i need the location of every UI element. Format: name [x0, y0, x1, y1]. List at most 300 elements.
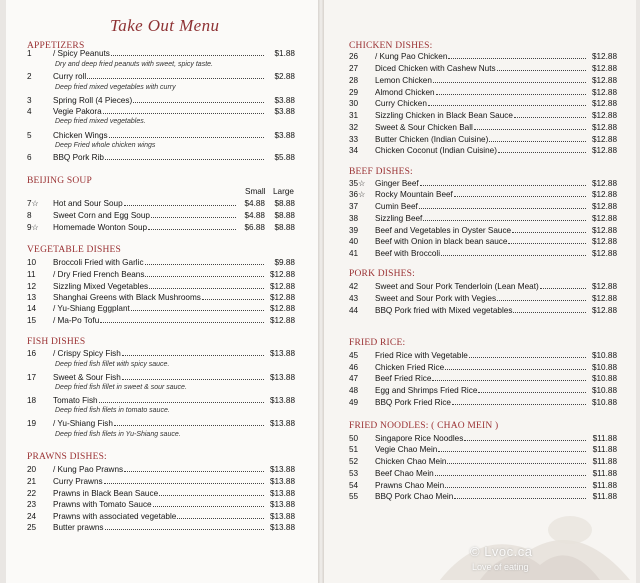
leader-dots — [420, 184, 586, 186]
item-price: $12.88 — [591, 202, 617, 211]
item-name: Beef and Vegetables in Oyster Sauce — [375, 226, 512, 235]
leader-dots — [99, 401, 264, 403]
item-number: 15 — [27, 316, 37, 325]
item-description: Deep fried fish fillet with spicy sauce. — [55, 361, 170, 368]
item-number: 40 — [349, 237, 359, 246]
item-number: 24 — [27, 512, 37, 521]
menu-item-row — [349, 98, 617, 109]
item-name: Beef with Onion in black bean sauce — [375, 237, 508, 246]
leader-dots — [105, 158, 264, 160]
leader-dots — [87, 77, 264, 79]
leader-dots — [452, 403, 586, 405]
menu-item-row — [27, 198, 295, 209]
item-name: Butter prawns — [53, 523, 104, 532]
menu-item-row — [27, 130, 295, 141]
menu-item-row — [349, 362, 617, 373]
item-description: Deep Fried whole chicken wings — [55, 142, 156, 149]
item-number: 22 — [27, 489, 37, 498]
menu-item-row — [27, 95, 295, 106]
item-price: $5.88 — [274, 153, 295, 162]
leader-dots — [441, 254, 586, 256]
leader-dots — [149, 287, 264, 289]
item-description: Deep fried mixed vegetables. — [55, 118, 146, 125]
item-number: 3 — [27, 96, 32, 105]
item-price-small: $6.88 — [244, 223, 265, 232]
leader-dots — [177, 517, 264, 519]
leader-dots — [512, 231, 586, 233]
item-number: 9☆ — [27, 223, 39, 232]
item-number: 2 — [27, 72, 32, 81]
menu-item-row — [27, 315, 295, 326]
menu-item-row — [27, 488, 295, 499]
leader-dots — [202, 298, 264, 300]
item-number: 10 — [27, 258, 37, 267]
item-name: Vegie Chao Mein — [375, 445, 438, 454]
item-price: $3.88 — [274, 131, 295, 140]
item-name: BBQ Pork Fried Rice — [375, 398, 451, 407]
item-price: $13.88 — [269, 419, 295, 428]
leader-dots — [447, 462, 586, 464]
item-name: Homemade Wonton Soup — [53, 223, 148, 232]
leader-dots — [513, 311, 586, 313]
item-price: $3.88 — [274, 96, 295, 105]
item-price: $13.88 — [269, 373, 295, 382]
leader-dots — [114, 424, 264, 426]
item-number: 37 — [349, 202, 359, 211]
item-number: 7☆ — [27, 199, 39, 208]
item-name: Chicken Chao Mein — [375, 457, 447, 466]
leader-dots — [122, 378, 264, 380]
section-heading: PORK DISHES: — [349, 269, 416, 279]
item-number: 47 — [349, 374, 359, 383]
item-price: $3.88 — [274, 107, 295, 116]
leader-dots — [100, 321, 264, 323]
item-number: 43 — [349, 294, 359, 303]
item-price: $13.88 — [269, 396, 295, 405]
item-price: $12.88 — [591, 76, 617, 85]
section-heading: FRIED NOODLES: ( CHAO MEIN ) — [349, 421, 499, 431]
item-number: 34 — [349, 146, 359, 155]
item-number: 45 — [349, 351, 359, 360]
item-number: 46 — [349, 363, 359, 372]
leader-dots — [433, 81, 586, 83]
item-price-large: $8.88 — [274, 211, 295, 220]
item-price-small: $4.88 — [244, 199, 265, 208]
item-price: $11.88 — [592, 434, 617, 443]
menu-item-row — [349, 225, 617, 236]
menu-item-row — [27, 281, 295, 292]
item-name: Prawns with Tomato Sauce — [53, 500, 152, 509]
leader-dots — [478, 391, 586, 393]
leader-dots — [124, 204, 236, 206]
item-price: $12.88 — [591, 226, 617, 235]
section-heading: FISH DISHES — [27, 337, 86, 347]
item-number: 55 — [349, 492, 359, 501]
item-price: $13.88 — [269, 512, 295, 521]
item-number: 51 — [349, 445, 359, 454]
section-heading: APPETIZERS — [27, 41, 85, 51]
item-price: $10.88 — [591, 374, 617, 383]
leader-dots — [153, 505, 264, 507]
item-number: 6 — [27, 153, 32, 162]
leader-dots — [469, 356, 586, 358]
item-price: $11.88 — [592, 445, 617, 454]
leader-dots — [105, 528, 264, 530]
menu-item-row — [349, 110, 617, 121]
menu-item-row — [27, 464, 295, 475]
leader-dots — [419, 207, 586, 209]
item-number: 16 — [27, 349, 37, 358]
item-name: Sweet & Sour Fish — [53, 373, 121, 382]
item-price: $11.88 — [592, 469, 617, 478]
menu-item-row — [27, 269, 295, 280]
leader-dots — [514, 116, 586, 118]
item-price: $13.88 — [269, 500, 295, 509]
item-name: Almond Chicken — [375, 88, 435, 97]
menu-item-row — [349, 87, 617, 98]
item-name: / Spicy Peanuts — [53, 49, 110, 58]
leader-dots — [435, 474, 586, 476]
menu-item-row — [349, 480, 617, 491]
item-price: $13.88 — [269, 489, 295, 498]
menu-item-row — [349, 456, 617, 467]
item-name: Hot and Sour Soup — [53, 199, 123, 208]
menu-item-row — [27, 292, 295, 303]
item-name: / Kung Pao Chicken — [375, 52, 448, 61]
item-description: Deep fried fish filets in tomato sauce. — [55, 407, 170, 414]
item-number: 1 — [27, 49, 32, 58]
leader-dots — [145, 275, 264, 277]
item-price: $11.88 — [592, 492, 617, 501]
item-number: 27 — [349, 64, 359, 73]
item-number: 29 — [349, 88, 359, 97]
item-name: Sizzling Mixed Vegetables — [53, 282, 149, 291]
leader-dots — [133, 101, 264, 103]
item-price: $12.88 — [591, 123, 617, 132]
watermark-site: © Lvoc.ca — [470, 544, 533, 559]
item-name: Rocky Mountain Beef — [375, 190, 453, 199]
leader-dots — [111, 54, 264, 56]
menu-item-row — [349, 134, 617, 145]
item-name: Sweet and Sour Pork Tenderloin (Lean Meat) — [375, 282, 539, 291]
menu-item-row — [349, 248, 617, 259]
item-name: / Dry Fried French Beans — [53, 270, 145, 279]
item-price: $12.88 — [269, 282, 295, 291]
column-header-large: Large — [273, 187, 294, 196]
item-price: $12.88 — [269, 316, 295, 325]
menu-item-row — [27, 48, 295, 59]
item-name: Chicken Wings — [53, 131, 108, 140]
item-number: 42 — [349, 282, 359, 291]
item-name: Butter Chicken (Indian Cuisine) — [375, 135, 489, 144]
item-number: 14 — [27, 304, 37, 313]
item-name: Chicken Fried Rice — [375, 363, 445, 372]
item-price: $12.88 — [269, 270, 295, 279]
item-number: 52 — [349, 457, 359, 466]
menu-item-row — [349, 350, 617, 361]
menu-item-row — [27, 395, 295, 406]
menu-item-row — [349, 397, 617, 408]
item-number: 25 — [27, 523, 37, 532]
menu-item-row — [349, 75, 617, 86]
item-number: 53 — [349, 469, 359, 478]
menu-item-row — [349, 213, 617, 224]
item-price-large: $8.88 — [274, 223, 295, 232]
item-name: Curry roll — [53, 72, 87, 81]
item-number: 5 — [27, 131, 32, 140]
item-price: $12.88 — [591, 111, 617, 120]
menu-item-row — [27, 372, 295, 383]
menu-item-row — [349, 145, 617, 156]
item-name: Lemon Chicken — [375, 76, 432, 85]
item-name: / Yu-Shiang Fish — [53, 419, 113, 428]
menu-item-row — [27, 152, 295, 163]
item-price: $12.88 — [591, 306, 617, 315]
menu-item-row — [349, 63, 617, 74]
item-name: Beef Fried Rice — [375, 374, 432, 383]
item-price: $11.88 — [592, 481, 617, 490]
item-name: Sweet and Sour Pork with Vegies — [375, 294, 497, 303]
item-price: $13.88 — [269, 465, 295, 474]
menu-item-row — [349, 491, 617, 502]
item-name: BBQ Pork Chao Mein — [375, 492, 454, 501]
item-number: 13 — [27, 293, 37, 302]
menu-item-row — [27, 303, 295, 314]
item-price: $10.88 — [591, 363, 617, 372]
menu-item-row — [349, 281, 617, 292]
item-number: 38 — [349, 214, 359, 223]
item-number: 31 — [349, 111, 359, 120]
menu-item-row — [349, 468, 617, 479]
item-name: Tomato Fish — [53, 396, 98, 405]
item-name: Curry Chicken — [375, 99, 427, 108]
leader-dots — [454, 195, 586, 197]
leader-dots — [497, 299, 586, 301]
section-heading: FRIED RICE: — [349, 338, 406, 348]
item-number: 44 — [349, 306, 359, 315]
item-description: Dry and deep fried peanuts with sweet, spicy taste. — [55, 61, 213, 68]
item-price: $12.88 — [591, 146, 617, 155]
leader-dots — [438, 450, 586, 452]
item-number: 54 — [349, 481, 359, 490]
item-number: 49 — [349, 398, 359, 407]
item-price: $12.88 — [591, 88, 617, 97]
item-name: Vegie Pakora — [53, 107, 102, 116]
item-name: Sizzling Beef — [375, 214, 423, 223]
menu-item-row — [349, 305, 617, 316]
leader-dots — [436, 93, 586, 95]
menu-item-row — [27, 210, 295, 221]
menu-item-row — [27, 257, 295, 268]
section-heading: CHICKEN DISHES: — [349, 41, 433, 51]
leader-dots — [508, 242, 586, 244]
item-name: Sweet Corn and Egg Soup — [53, 211, 150, 220]
item-name: Diced Chicken with Cashew Nuts — [375, 64, 496, 73]
item-number: 21 — [27, 477, 37, 486]
item-name: Shanghai Greens with Black Mushrooms — [53, 293, 201, 302]
leader-dots — [104, 482, 264, 484]
menu-item-row — [349, 122, 617, 133]
item-number: 20 — [27, 465, 37, 474]
item-name: / Kung Pao Prawns — [53, 465, 124, 474]
item-price: $13.88 — [269, 523, 295, 532]
item-name: Chicken Coconut (Indian Cuisine) — [375, 146, 497, 155]
menu-item-row — [349, 385, 617, 396]
item-price: $12.88 — [591, 52, 617, 61]
item-description: Deep fried fish filets in Yu-Shiang sauce. — [55, 431, 181, 438]
item-number: 4 — [27, 107, 32, 116]
item-price: $12.88 — [591, 237, 617, 246]
item-price: $12.88 — [591, 135, 617, 144]
item-number: 23 — [27, 500, 37, 509]
item-price: $2.88 — [274, 72, 295, 81]
leader-dots — [423, 219, 586, 221]
leader-dots — [464, 439, 586, 441]
item-number: 28 — [349, 76, 359, 85]
item-name: Cumin Beef — [375, 202, 418, 211]
item-number: 33 — [349, 135, 359, 144]
item-price: $12.88 — [591, 282, 617, 291]
menu-item-row — [349, 373, 617, 384]
section-heading: BEEF DISHES: — [349, 167, 413, 177]
leader-dots — [428, 104, 586, 106]
leader-dots — [454, 497, 586, 499]
item-number: 30 — [349, 99, 359, 108]
item-name: Beef Chao Mein — [375, 469, 434, 478]
section-heading: VEGETABLE DISHES — [27, 245, 122, 255]
leader-dots — [145, 263, 264, 265]
menu-item-row — [27, 418, 295, 429]
menu-item-row — [27, 476, 295, 487]
leader-dots — [131, 309, 264, 311]
item-name: Spring Roll (4 Pieces) — [53, 96, 133, 105]
item-price: $13.88 — [269, 477, 295, 486]
item-name: BBQ Pork fried with Mixed vegetables — [375, 306, 513, 315]
item-price: $11.88 — [592, 457, 617, 466]
item-number: 18 — [27, 396, 37, 405]
menu-item-row — [27, 348, 295, 359]
item-price: $12.88 — [591, 294, 617, 303]
leader-dots — [445, 368, 586, 370]
item-number: 50 — [349, 434, 359, 443]
watermark-tagline: Love of eating — [472, 562, 529, 572]
item-price: $10.88 — [591, 351, 617, 360]
item-number: 26 — [349, 52, 359, 61]
item-price: $10.88 — [591, 398, 617, 407]
item-price: $12.88 — [269, 293, 295, 302]
item-number: 12 — [27, 282, 37, 291]
item-number: 8 — [27, 211, 32, 220]
item-price-large: $8.88 — [274, 199, 295, 208]
item-price: $9.88 — [274, 258, 295, 267]
item-number: 11 — [27, 270, 36, 279]
menu-item-row — [349, 433, 617, 444]
item-name: / Ma-Po Tofu — [53, 316, 100, 325]
menu-title: Take Out Menu — [110, 16, 220, 35]
menu-item-row — [27, 106, 295, 117]
item-name: Sweet & Sour Chicken Ball — [375, 123, 473, 132]
menu-item-row — [27, 71, 295, 82]
menu-item-row — [27, 222, 295, 233]
item-price: $12.88 — [591, 249, 617, 258]
item-price: $12.88 — [591, 214, 617, 223]
item-name: BBQ Pork Rib — [53, 153, 104, 162]
leader-dots — [448, 57, 586, 59]
item-name: Prawns Chao Mein — [375, 481, 445, 490]
leader-dots — [497, 69, 586, 71]
item-description: Deep fried mixed vegetables with curry — [55, 84, 176, 91]
leader-dots — [148, 228, 236, 230]
item-number: 19 — [27, 419, 37, 428]
item-name: Fried Rice with Vegetable — [375, 351, 468, 360]
item-price: $12.88 — [591, 64, 617, 73]
item-name: Prawns with associated vegetable — [53, 512, 177, 521]
menu-item-row — [27, 511, 295, 522]
item-name: Broccoli Fried with Garlic — [53, 258, 144, 267]
item-number: 48 — [349, 386, 359, 395]
leader-dots — [498, 151, 586, 153]
section-heading: PRAWNS DISHES: — [27, 452, 107, 462]
item-name: / Crispy Spicy Fish — [53, 349, 121, 358]
column-header-small: Small — [245, 187, 266, 196]
item-number: 32 — [349, 123, 359, 132]
menu-item-row — [349, 51, 617, 62]
item-price: $1.88 — [274, 49, 295, 58]
menu-item-row — [27, 499, 295, 510]
leader-dots — [489, 140, 586, 142]
item-price: $13.88 — [269, 349, 295, 358]
menu-item-row — [349, 293, 617, 304]
item-name: Sizzling Chicken in Black Bean Sauce — [375, 111, 513, 120]
leader-dots — [445, 486, 586, 488]
item-number: 17 — [27, 373, 37, 382]
item-description: Deep fried fish fillet in sweet & sour sauce. — [55, 384, 187, 391]
item-number: 39 — [349, 226, 359, 235]
item-name: Ginger Beef — [375, 179, 419, 188]
section-heading: BEIJING SOUP — [27, 176, 92, 186]
item-name: Singapore Rice Noodles — [375, 434, 464, 443]
menu-item-row — [27, 522, 295, 533]
menu-item-row — [349, 189, 617, 200]
item-price-small: $4.88 — [244, 211, 265, 220]
menu-item-row — [349, 444, 617, 455]
leader-dots — [151, 216, 236, 218]
item-price: $12.88 — [269, 304, 295, 313]
leader-dots — [109, 136, 264, 138]
leader-dots — [124, 470, 264, 472]
leader-dots — [474, 128, 586, 130]
leader-dots — [159, 494, 264, 496]
menu-item-row — [349, 236, 617, 247]
item-price: $12.88 — [591, 99, 617, 108]
item-price: $12.88 — [591, 179, 617, 188]
leader-dots — [103, 112, 264, 114]
item-name: Prawns in Black Bean Sauce — [53, 489, 159, 498]
item-name: Egg and Shrimps Fried Rice — [375, 386, 478, 395]
item-name: Beef with Broccoli — [375, 249, 441, 258]
menu-item-row — [349, 201, 617, 212]
item-name: / Yu-Shiang Eggplant — [53, 304, 130, 313]
item-number: 41 — [349, 249, 359, 258]
leader-dots — [432, 379, 586, 381]
menu-item-row — [349, 178, 617, 189]
item-price: $12.88 — [591, 190, 617, 199]
item-name: Curry Prawns — [53, 477, 103, 486]
item-number: 35☆ — [349, 179, 366, 188]
leader-dots — [540, 287, 586, 289]
item-price: $10.88 — [591, 386, 617, 395]
leader-dots — [122, 354, 264, 356]
